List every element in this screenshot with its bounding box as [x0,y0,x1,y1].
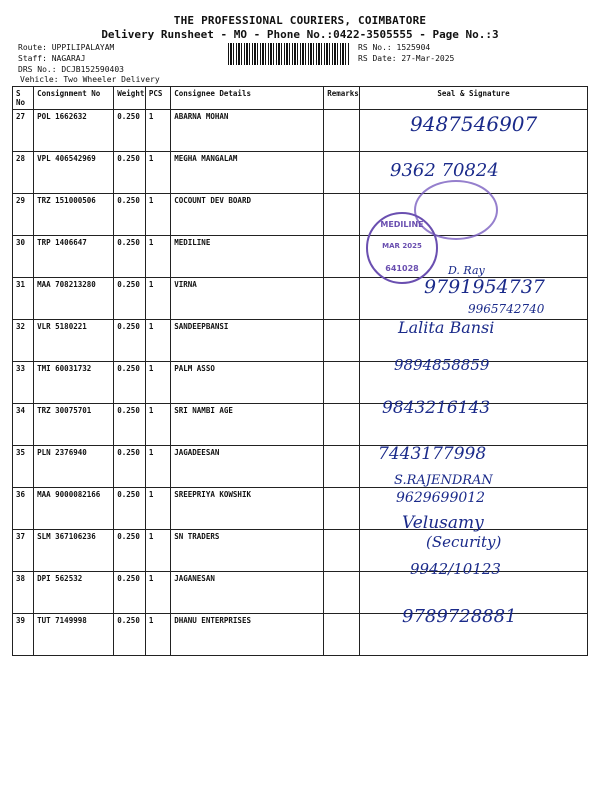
signature-39: 9789728881 [402,606,517,627]
row-pcs: 1 [145,320,170,362]
barcode-image [228,43,350,65]
table-row [13,446,588,488]
table-row [13,488,588,530]
row-consignment-no: TRZ 151000506 [34,194,114,236]
col-header-consignment: Consignment No [34,87,114,110]
stamp-bottom-text: 641028 [385,264,419,273]
col-header-weight: Weight [114,87,146,110]
row-remarks [324,362,360,404]
row-consignment-no: TMI 60031732 [34,362,114,404]
row-weight: 0.250 [114,152,146,194]
row-consignment-no: DPI 562532 [34,572,114,614]
row-weight: 0.250 [114,320,146,362]
row-pcs: 1 [145,404,170,446]
row-weight: 0.250 [114,488,146,530]
row-consignment-no: VLR 5180221 [34,320,114,362]
signature-37-role: (Security) [426,533,502,551]
row-weight: 0.250 [114,404,146,446]
col-header-signature: Seal & Signature [360,87,588,110]
stamp-date-text: MAR 2025 [382,242,422,250]
row-consignment-no: VPL 406542969 [34,152,114,194]
table-row [13,404,588,446]
row-consignment-no: TRP 1406647 [34,236,114,278]
signature-31-name: D. Ray [448,264,485,277]
row-remarks [324,614,360,656]
row-consignment-no: MAA 708213280 [34,278,114,320]
table-row [13,320,588,362]
signature-36-name: S.RAJENDRAN [394,473,493,488]
row-weight: 0.250 [114,530,146,572]
table-header-row [13,87,588,110]
row-consignee: SRI NAMBI AGE [171,404,324,446]
row-pcs: 1 [145,236,170,278]
row-consignee: MEDILINE [171,236,324,278]
row-pcs: 1 [145,446,170,488]
row-pcs: 1 [145,614,170,656]
row-sno: 35 [13,446,34,488]
staff-label: Staff: NAGARAJ [18,54,86,63]
row-remarks [324,572,360,614]
row-pcs: 1 [145,530,170,572]
row-sno: 39 [13,614,34,656]
col-header-remarks: Remarks [324,87,360,110]
row-remarks [324,530,360,572]
col-header-consignee: Consignee Details [171,87,324,110]
row-remarks [324,152,360,194]
row-weight: 0.250 [114,194,146,236]
row-remarks [324,110,360,152]
signature-35: 7443177998 [378,444,487,464]
row-sno: 38 [13,572,34,614]
row-remarks [324,404,360,446]
row-weight: 0.250 [114,236,146,278]
row-pcs: 1 [145,362,170,404]
company-stamp [366,212,438,284]
runsheet-title: Delivery Runsheet - MO - Phone No.:0422-3505555 - Page No.:3 [101,28,499,41]
row-weight: 0.250 [114,446,146,488]
row-weight: 0.250 [114,572,146,614]
rs-no-label: RS No.: 1525904 [358,43,431,52]
table-row [13,194,588,236]
signature-38: 9942/10123 [410,560,501,578]
row-sno: 29 [13,194,34,236]
row-pcs: 1 [145,488,170,530]
row-weight: 0.250 [114,278,146,320]
row-remarks [324,446,360,488]
row-consignment-no: PLN 2376940 [34,446,114,488]
row-consignment-no: SLM 367106236 [34,530,114,572]
route-label: Route: UPPILIPALAYAM [18,43,115,52]
table-row [13,236,588,278]
row-pcs: 1 [145,194,170,236]
row-pcs: 1 [145,152,170,194]
row-sno: 36 [13,488,34,530]
signature-32-phone: 9965742740 [468,302,545,316]
row-sno: 32 [13,320,34,362]
signature-28: 9362 70824 [390,160,499,181]
row-weight: 0.250 [114,614,146,656]
vehicle-label: Vehicle: Two Wheeler Delivery [20,75,160,84]
row-weight: 0.250 [114,362,146,404]
row-consignment-no: MAA 9000082166 [34,488,114,530]
col-header-sno: S No [13,87,34,110]
row-sno: 33 [13,362,34,404]
row-consignee: COCOUNT DEV BOARD [171,194,324,236]
stamp-top-text: MEDILINE [380,220,424,229]
row-consignee: JAGADEESAN [171,446,324,488]
row-pcs: 1 [145,278,170,320]
row-weight: 0.250 [114,110,146,152]
row-sno: 28 [13,152,34,194]
signature-34: 9843216143 [382,398,491,418]
row-consignee: ABARNA MOHAN [171,110,324,152]
row-consignee: PALM ASSO [171,362,324,404]
row-consignee: MEGHA MANGALAM [171,152,324,194]
row-consignment-no: TRZ 30075701 [34,404,114,446]
signature-32-name: Lalita Bansi [398,318,495,337]
company-title: THE PROFESSIONAL COURIERS, COIMBATORE [173,14,427,27]
row-consignee: DHANU ENTERPRISES [171,614,324,656]
row-remarks [324,194,360,236]
row-sno: 27 [13,110,34,152]
row-pcs: 1 [145,110,170,152]
meta-right [358,42,454,64]
row-consignee: SANDEEPBANSI [171,320,324,362]
row-remarks [324,320,360,362]
row-consignee: SN TRADERS [171,530,324,572]
row-sno: 34 [13,404,34,446]
signature-27: 9487546907 [410,112,538,136]
row-pcs: 1 [145,572,170,614]
runsheet-table [12,86,588,656]
row-consignment-no: POL 1662632 [34,110,114,152]
rs-date-label: RS Date: 27-Mar-2025 [358,54,455,63]
signature-33: 9894858859 [394,356,490,374]
row-remarks [324,236,360,278]
row-sno: 31 [13,278,34,320]
table-row [13,362,588,404]
drs-label: DRS No.: DCJB152590403 [18,65,124,74]
signature-31-phone: 9791954737 [424,276,545,298]
signature-36-phone: 9629699012 [396,490,486,506]
row-sno: 37 [13,530,34,572]
row-remarks [324,488,360,530]
row-remarks [324,278,360,320]
col-header-pcs: PCS [145,87,170,110]
row-consignee: SREEPRIYA KOWSHIK [171,488,324,530]
row-consignment-no: TUT 7149998 [34,614,114,656]
table-row [13,152,588,194]
row-consignee: VIRNA [171,278,324,320]
meta-left [18,42,124,75]
row-consignee: JAGANESAN [171,572,324,614]
row-sno: 30 [13,236,34,278]
signature-37-name: Velusamy [402,513,484,533]
